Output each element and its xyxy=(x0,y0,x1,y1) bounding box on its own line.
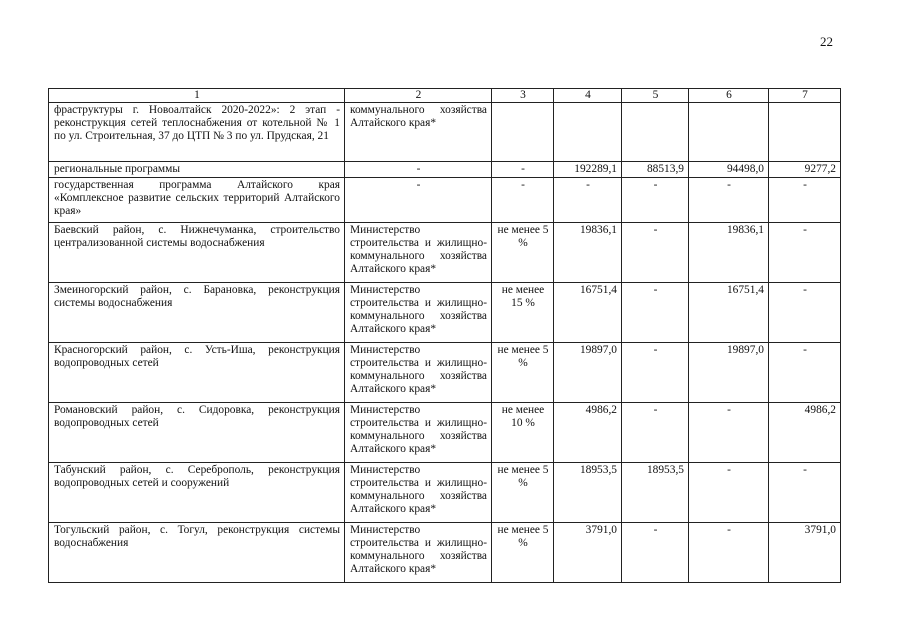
row-target: не менее 15 % xyxy=(492,283,554,343)
row-total: 16751,4 xyxy=(554,283,622,343)
row-2022: - xyxy=(769,223,841,283)
row-total: 4986,2 xyxy=(554,403,622,463)
table-row xyxy=(49,283,841,343)
row-executor: Министерство строительства и жилищно-коммунального хозяйства Алтайского края* xyxy=(345,403,492,463)
row-executor: Министерство строительства и жилищно-коммунального хозяйства Алтайского края* xyxy=(345,523,492,583)
row-name: Красногорский район, с. Усть-Иша, реконструкция водопроводных сетей xyxy=(49,343,345,403)
row-name: Табунский район, с. Сереброполь, реконструкция водопроводных сетей и сооружений xyxy=(49,463,345,523)
row-2020 xyxy=(622,103,689,162)
row-2021: - xyxy=(689,403,769,463)
column-header: 3 xyxy=(492,89,554,103)
row-target xyxy=(492,103,554,162)
row-2020: - xyxy=(622,403,689,463)
row-2021: - xyxy=(689,523,769,583)
row-total: 3791,0 xyxy=(554,523,622,583)
row-target: не менее 5 % xyxy=(492,223,554,283)
table-row xyxy=(49,162,841,178)
row-target: - xyxy=(492,178,554,223)
row-name: фраструктуры г. Новоалтайск 2020-2022»: 2 этап - реконструкция сетей теплоснабжения от котельной № 1 по ул. Строительная, 37 до ЦТП № 3 по ул. Прудская, 21 xyxy=(49,103,345,162)
row-target: не менее 5 % xyxy=(492,523,554,583)
row-name: Баевский район, с. Нижнечуманка, строительство централизованной системы водоснабжения xyxy=(49,223,345,283)
table-row xyxy=(49,463,841,523)
row-total: 19836,1 xyxy=(554,223,622,283)
row-2021: - xyxy=(689,463,769,523)
column-header: 4 xyxy=(554,89,622,103)
row-2022: - xyxy=(769,463,841,523)
row-executor: Министерство строительства и жилищно-коммунального хозяйства Алтайского края* xyxy=(345,283,492,343)
row-executor: Министерство строительства и жилищно-коммунального хозяйства Алтайского края* xyxy=(345,463,492,523)
row-2022: - xyxy=(769,343,841,403)
row-target: - xyxy=(492,162,554,178)
table-row xyxy=(49,343,841,403)
row-target: не менее 5 % xyxy=(492,343,554,403)
row-total: 18953,5 xyxy=(554,463,622,523)
column-header: 5 xyxy=(622,89,689,103)
row-total: 192289,1 xyxy=(554,162,622,178)
column-header: 7 xyxy=(769,89,841,103)
row-total: 19897,0 xyxy=(554,343,622,403)
table-row xyxy=(49,523,841,583)
row-executor: - xyxy=(345,178,492,223)
row-2021: - xyxy=(689,178,769,223)
row-2022: 4986,2 xyxy=(769,403,841,463)
column-header: 1 xyxy=(49,89,345,103)
row-2022: 9277,2 xyxy=(769,162,841,178)
row-2022: - xyxy=(769,283,841,343)
row-executor: - xyxy=(345,162,492,178)
row-name: региональные программы xyxy=(49,162,345,178)
column-header: 6 xyxy=(689,89,769,103)
row-name: Змеиногорский район, с. Барановка, реконструкция системы водоснабжения xyxy=(49,283,345,343)
table-row xyxy=(49,403,841,463)
table-row xyxy=(49,178,841,223)
row-2022: 3791,0 xyxy=(769,523,841,583)
row-2021: 19836,1 xyxy=(689,223,769,283)
table-header-row xyxy=(49,89,841,103)
row-name: Тогульский район, с. Тогул, реконструкция системы водоснабжения xyxy=(49,523,345,583)
row-executor: Министерство строительства и жилищно-коммунального хозяйства Алтайского края* xyxy=(345,343,492,403)
row-total: - xyxy=(554,178,622,223)
table-row xyxy=(49,223,841,283)
row-2020: - xyxy=(622,283,689,343)
row-2021: 19897,0 xyxy=(689,343,769,403)
column-header: 2 xyxy=(345,89,492,103)
row-2021: 16751,4 xyxy=(689,283,769,343)
row-total xyxy=(554,103,622,162)
table-row xyxy=(49,103,841,162)
row-name: государственная программа Алтайского края «Комплексное развитие сельских территорий Алтайского края» xyxy=(49,178,345,223)
row-2020: - xyxy=(622,223,689,283)
row-2020: 88513,9 xyxy=(622,162,689,178)
row-2021: 94498,0 xyxy=(689,162,769,178)
program-table xyxy=(48,88,841,583)
row-executor: коммунального хозяйства Алтайского края* xyxy=(345,103,492,162)
row-target: не менее 5 % xyxy=(492,463,554,523)
row-executor: Министерство строительства и жилищно-коммунального хозяйства Алтайского края* xyxy=(345,223,492,283)
row-2020: - xyxy=(622,343,689,403)
row-name: Романовский район, с. Сидоровка, реконструкция водопроводных сетей xyxy=(49,403,345,463)
row-target: не менее 10 % xyxy=(492,403,554,463)
page-number: 22 xyxy=(820,34,833,49)
row-2022 xyxy=(769,103,841,162)
row-2021 xyxy=(689,103,769,162)
row-2020: - xyxy=(622,178,689,223)
row-2020: 18953,5 xyxy=(622,463,689,523)
row-2022: - xyxy=(769,178,841,223)
row-2020: - xyxy=(622,523,689,583)
